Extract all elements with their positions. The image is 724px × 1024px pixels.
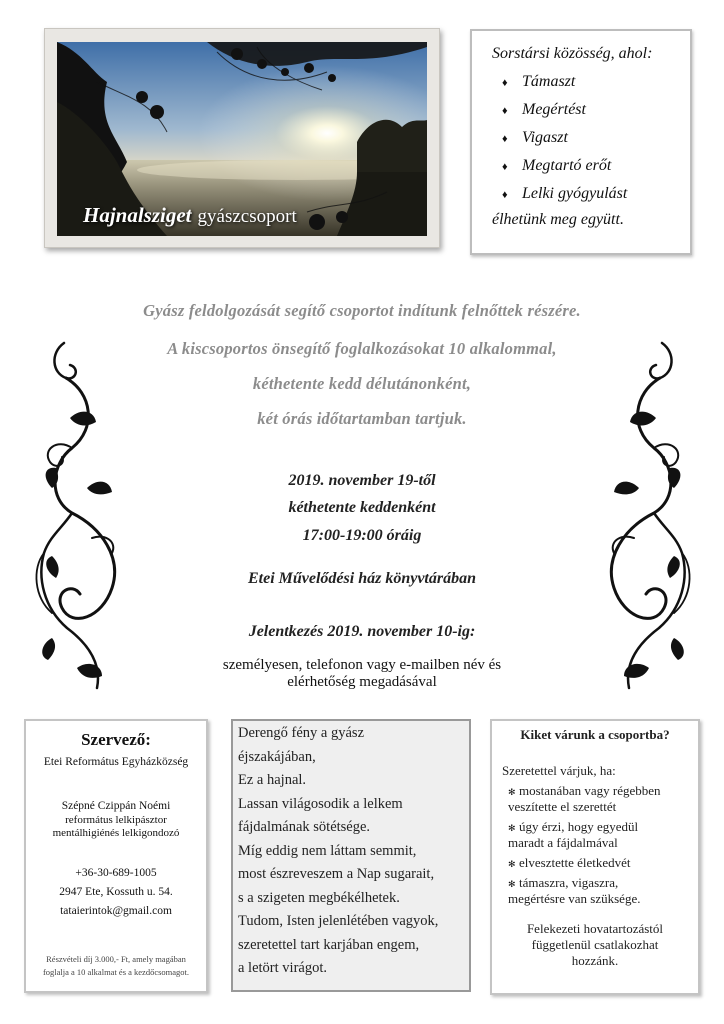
left-flourish-ornament (32, 338, 132, 698)
organizer-org: Etei Református Egyházközség (43, 756, 189, 768)
poem-box (231, 719, 471, 992)
asterisk-bullet-icon: ✻ (508, 787, 516, 797)
target-item: mostanában vagy régebben (519, 783, 661, 798)
support-item (502, 100, 627, 128)
support-item (502, 184, 627, 212)
support-list (502, 72, 627, 212)
support-item (502, 128, 627, 156)
support-item-label: Megtartó erőt (522, 157, 612, 174)
fee-note: foglalja a 10 alkalmat és a kezdőcsomagot. (42, 967, 190, 977)
target-item: úgy érzi, hogy egyedül (519, 819, 639, 834)
diamond-bullet-icon: ♦ (502, 133, 508, 145)
group-title-sub: gyászcsoport (197, 206, 297, 227)
right-flourish-ornament (594, 338, 694, 698)
organizer-role: mentálhigiénés lelkigondozó (52, 827, 180, 839)
start-date: 2019. november 19-től (288, 472, 436, 489)
target-item: maradt a fájdalmával (508, 835, 618, 850)
poem-line: most észreveszem a Nap sugarait, (238, 866, 435, 882)
announcement-line: két órás időtartamban tartjuk. (257, 409, 467, 428)
target-item: megértésre van szüksége. (508, 891, 641, 906)
support-list-box (470, 29, 692, 255)
support-item-label: Támaszt (522, 73, 576, 90)
asterisk-bullet-icon: ✻ (508, 823, 516, 833)
organizer-heading: Szervező: (81, 730, 151, 749)
target-closing: függetlenül csatlakozhat (531, 937, 659, 952)
target-item: elvesztette életkedvét (519, 855, 631, 870)
target-item: támaszra, vigaszra, (519, 875, 619, 890)
poem-line: szeretettel tart karjában engem, (238, 937, 420, 953)
support-item (502, 156, 627, 184)
organizer-person: Szépné Czippán Noémi (61, 800, 171, 812)
organizer-role: református lelkipásztor (65, 814, 167, 826)
announcement-line: Gyász feldolgozását segítő csoportot indítunk felnőttek részére. (143, 301, 581, 320)
announcement-line: kéthetente kedd délutánonként, (252, 374, 472, 393)
target-intro: Szeretettel várjuk, ha: (502, 763, 616, 778)
diamond-bullet-icon: ♦ (502, 161, 508, 173)
support-item-label: Vigaszt (522, 129, 568, 146)
poem-line: Derengő fény a gyász (238, 725, 365, 741)
venue: Etei Művelődési ház könyvtárában (247, 570, 476, 587)
group-title-main: Hajnalsziget (83, 203, 192, 227)
registration-line: személyesen, telefonon vagy e-mailben név és (222, 657, 502, 673)
poem-line: s a szigeten megbékélhetek. (238, 890, 400, 906)
announcement-line: A kiscsoportos önsegítő foglalkozásokat 10 alkalommal, (167, 339, 557, 358)
support-item-label: Megértést (522, 101, 586, 118)
support-item-label: Lelki gyógyulást (522, 185, 628, 202)
asterisk-bullet-icon: ✻ (508, 859, 516, 869)
time-range: 17:00-19:00 óráig (302, 527, 422, 544)
registration-heading: Jelentkezés 2019. november 10-ig: (248, 623, 476, 640)
organizer-phone: +36-30-689-1005 (75, 867, 157, 879)
frequency: kéthetente keddenként (288, 499, 436, 516)
support-outro: élhetünk meg együtt. (492, 211, 624, 228)
fee-note: Részvételi díj 3.000,- Ft, amely magában (46, 954, 186, 964)
diamond-bullet-icon: ♦ (502, 189, 508, 201)
poem-line: Tudom, Isten jelenlétében vagyok, (238, 913, 439, 929)
diamond-bullet-icon: ♦ (502, 77, 508, 89)
diamond-bullet-icon: ♦ (502, 105, 508, 117)
organizer-email[interactable]: tataierintok@gmail.com (60, 905, 172, 917)
asterisk-bullet-icon: ✻ (508, 879, 516, 889)
registration-line: elérhetőség megadásával (287, 674, 437, 690)
sunrise-photo (57, 42, 427, 236)
poem-line: Míg eddig nem láttam semmit, (238, 843, 417, 859)
target-closing: hozzánk. (571, 953, 619, 968)
poem-line: a letört virágot. (238, 960, 327, 976)
organizer-address: 2947 Ete, Kossuth u. 54. (59, 886, 173, 898)
photo-frame (44, 28, 440, 248)
organizer-box (24, 719, 208, 993)
target-closing: Felekezeti hovatartozástól (526, 921, 664, 936)
poem-line: fájdalmának sötétsége. (238, 819, 371, 835)
support-item (502, 72, 627, 100)
poem-line: Ez a hajnal. (238, 772, 307, 788)
target-group-box (490, 719, 700, 995)
support-intro: Sorstársi közösség, ahol: (492, 45, 653, 62)
poem-line: Lassan világosodik a lelkem (238, 796, 403, 812)
target-heading: Kiket várunk a csoportba? (520, 727, 670, 742)
poem-line: éjszakájában, (238, 749, 316, 765)
target-item: veszítette el szerettét (508, 799, 617, 814)
group-title (83, 203, 297, 228)
